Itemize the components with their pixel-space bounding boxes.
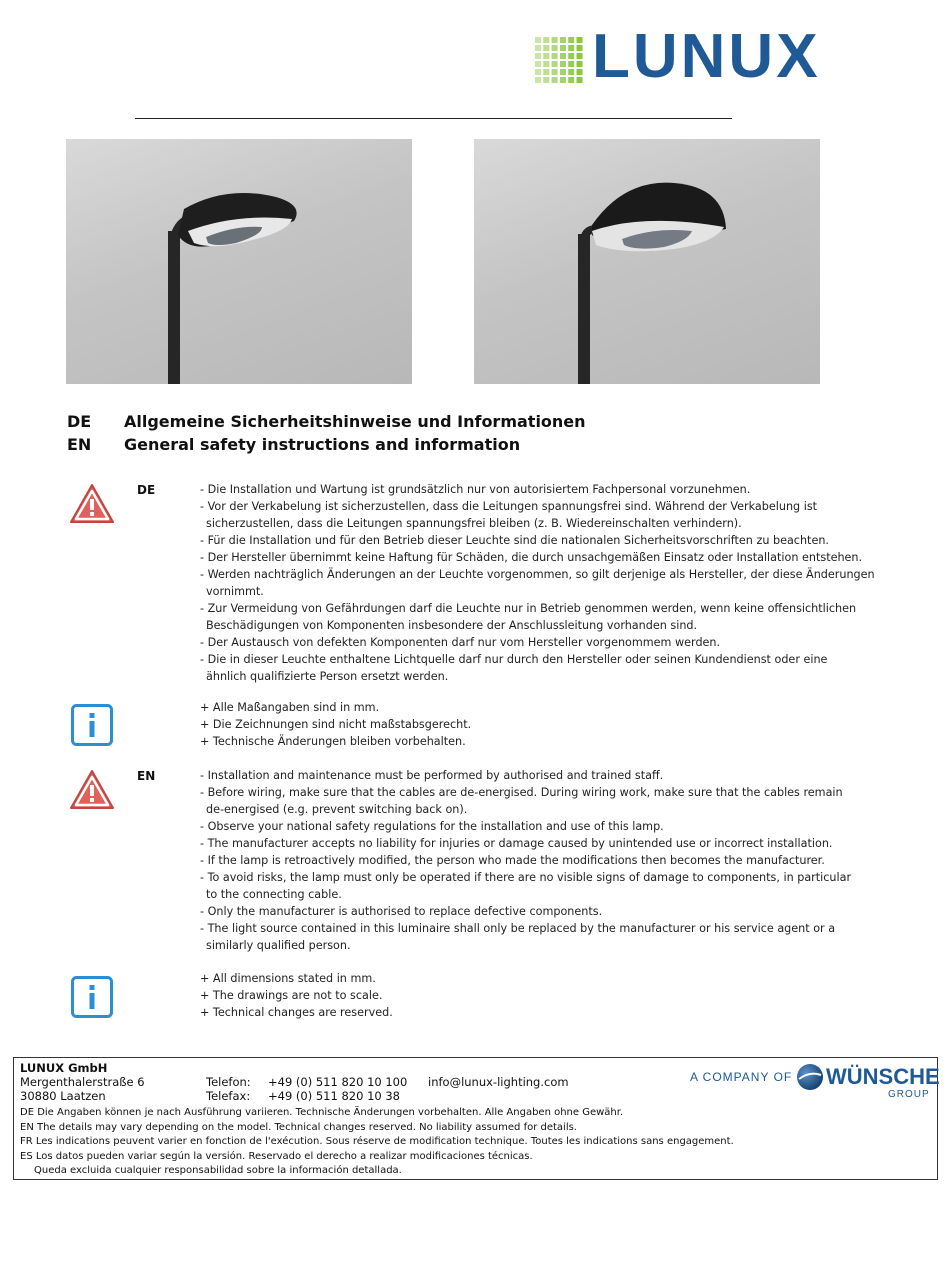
warning-line: - Die in dieser Leuchte enthaltene Lichtquelle darf nur durch den Hersteller oder seinen Kundendienst oder eine [200,653,828,666]
info-icon [71,704,113,746]
heading-en: General safety instructions and information [124,435,521,454]
warning-line: - To avoid risks, the lamp must only be operated if there are no visible signs of damage to components, in particular [200,871,852,884]
disclaimer-line: FR Les indications peuvent varier en fonction de l'exécution. Sous réserve de modification technique. Toutes les indications sans engagement. [20,1136,734,1147]
warning-list-de [200,481,875,685]
section-lang-en: EN [137,769,156,783]
warning-line: - Der Austausch von defekten Komponenten darf nur vom Hersteller vorgenommem werden. [200,636,721,649]
warning-list-en [200,767,851,954]
company-of-label: A COMPANY OF [690,1070,793,1084]
warning-line: to the connecting cable. [206,888,342,901]
warning-line: - Werden nachträglich Änderungen an der Leuchte vorgenommen, so gilt derjenige als Hersteller, der diese Änderungen [200,568,875,581]
phone-label: Telefon: [206,1075,251,1089]
info-line: + Technische Änderungen bleiben vorbehalten. [200,735,466,748]
warning-line: ähnlich qualifizierte Person ersetzt werden. [206,670,449,683]
logo-text: LUNUX [592,22,821,91]
warning-line: - Der Hersteller übernimmt keine Haftung für Schäden, die durch unsachgemäßen Einsatz oder Installation entstehen. [200,551,863,564]
warning-line: - If the lamp is retroactively modified, the person who made the modifications then becomes the manufacturer. [200,854,825,867]
fax-number: +49 (0) 511 820 10 38 [268,1089,401,1103]
phone-number: +49 (0) 511 820 10 100 [268,1075,408,1089]
parent-company-name: WÜNSCHE [826,1064,940,1089]
product-photo-side [66,139,412,384]
warning-line: - Zur Vermeidung von Gefährdungen darf die Leuchte nur in Betrieb genommen werden, wenn keine offensichtlichen [200,602,857,615]
company-city: 30880 Laatzen [20,1089,106,1103]
disclaimer-line: EN The details may vary depending on the model. Technical changes reserved. No liability assumed for details. [20,1121,577,1133]
disclaimer-line: DE Die Angaben können je nach Ausführung variieren. Technische Änderungen vorbehalten. Alle Angaben ohne Gewähr. [20,1107,624,1118]
warning-icon [68,482,116,526]
heading-de: Allgemeine Sicherheitshinweise und Informationen [124,412,586,431]
info-line: + Technical changes are reserved. [200,1006,393,1019]
disclaimer-list [20,1106,734,1179]
heading-code-de: DE [67,412,92,431]
info-list-de [200,699,471,750]
warning-line: - Installation and maintenance must be performed by authorised and trained staff. [200,769,664,782]
product-photo-front [474,139,820,384]
info-line: + The drawings are not to scale. [200,989,383,1002]
warning-line: - Die Installation und Wartung ist grundsätzlich nur von autorisiertem Fachpersonal vorzunehmen. [200,483,751,496]
warning-line: - Before wiring, make sure that the cables are de-energised. During wiring work, make sure that the cables remain [200,786,843,799]
warning-line: sicherzustellen, dass die Leitungen spannungsfrei bleiben (z. B. Wiedereinschalten verhindern). [206,517,742,530]
heading-code-en: EN [67,435,92,454]
warning-line: - Observe your national safety regulations for the installation and use of this lamp. [200,820,664,833]
info-icon [71,976,113,1018]
logo-dots-icon [535,37,585,85]
info-line: + Die Zeichnungen sind nicht maßstabsgerecht. [200,718,472,731]
company-name: LUNUX GmbH [20,1061,108,1075]
warning-line: Beschädigungen von Komponenten insbesondere der Anschlussleitung vorhanden sind. [206,619,698,632]
email-link[interactable]: info@lunux-lighting.com [428,1075,569,1089]
warning-line: - The light source contained in this luminaire shall only be replaced by the manufacturer or his service agent or a [200,922,836,935]
header-divider [135,118,732,119]
warning-line: de-energised (e.g. prevent switching back on). [206,803,468,816]
info-line: + Alle Maßangaben sind in mm. [200,701,380,714]
company-street: Mergenthalerstraße 6 [20,1075,145,1089]
warning-line: - The manufacturer accepts no liability for injuries or damage caused by unintended use or incorrect installation. [200,837,833,850]
warning-line: - Vor der Verkabelung ist sicherzustellen, dass die Leitungen spannungsfrei sind. Während der Verkabelung ist [200,500,818,513]
parent-company-group: GROUP [888,1089,930,1100]
wuensche-globe-icon [796,1063,824,1091]
warning-line: - Only the manufacturer is authorised to replace defective components. [200,905,603,918]
disclaimer-line: Queda excluida cualquier responsabilidad sobre la información detallada. [34,1165,402,1176]
warning-line: - Für die Installation und für den Betrieb dieser Leuchte sind die nationalen Sicherheitsvorschriften zu beachten. [200,534,829,547]
section-lang-de: DE [137,483,156,497]
info-line: + All dimensions stated in mm. [200,972,376,985]
info-list-en [200,970,393,1021]
fax-label: Telefax: [206,1089,251,1103]
warning-line: similarly qualified person. [206,939,351,952]
disclaimer-line: ES Los datos pueden variar según la versión. Reservado el derecho a realizar modificaciones técnicas. [20,1150,533,1162]
warning-icon [68,768,116,812]
warning-line: vornimmt. [206,585,264,598]
